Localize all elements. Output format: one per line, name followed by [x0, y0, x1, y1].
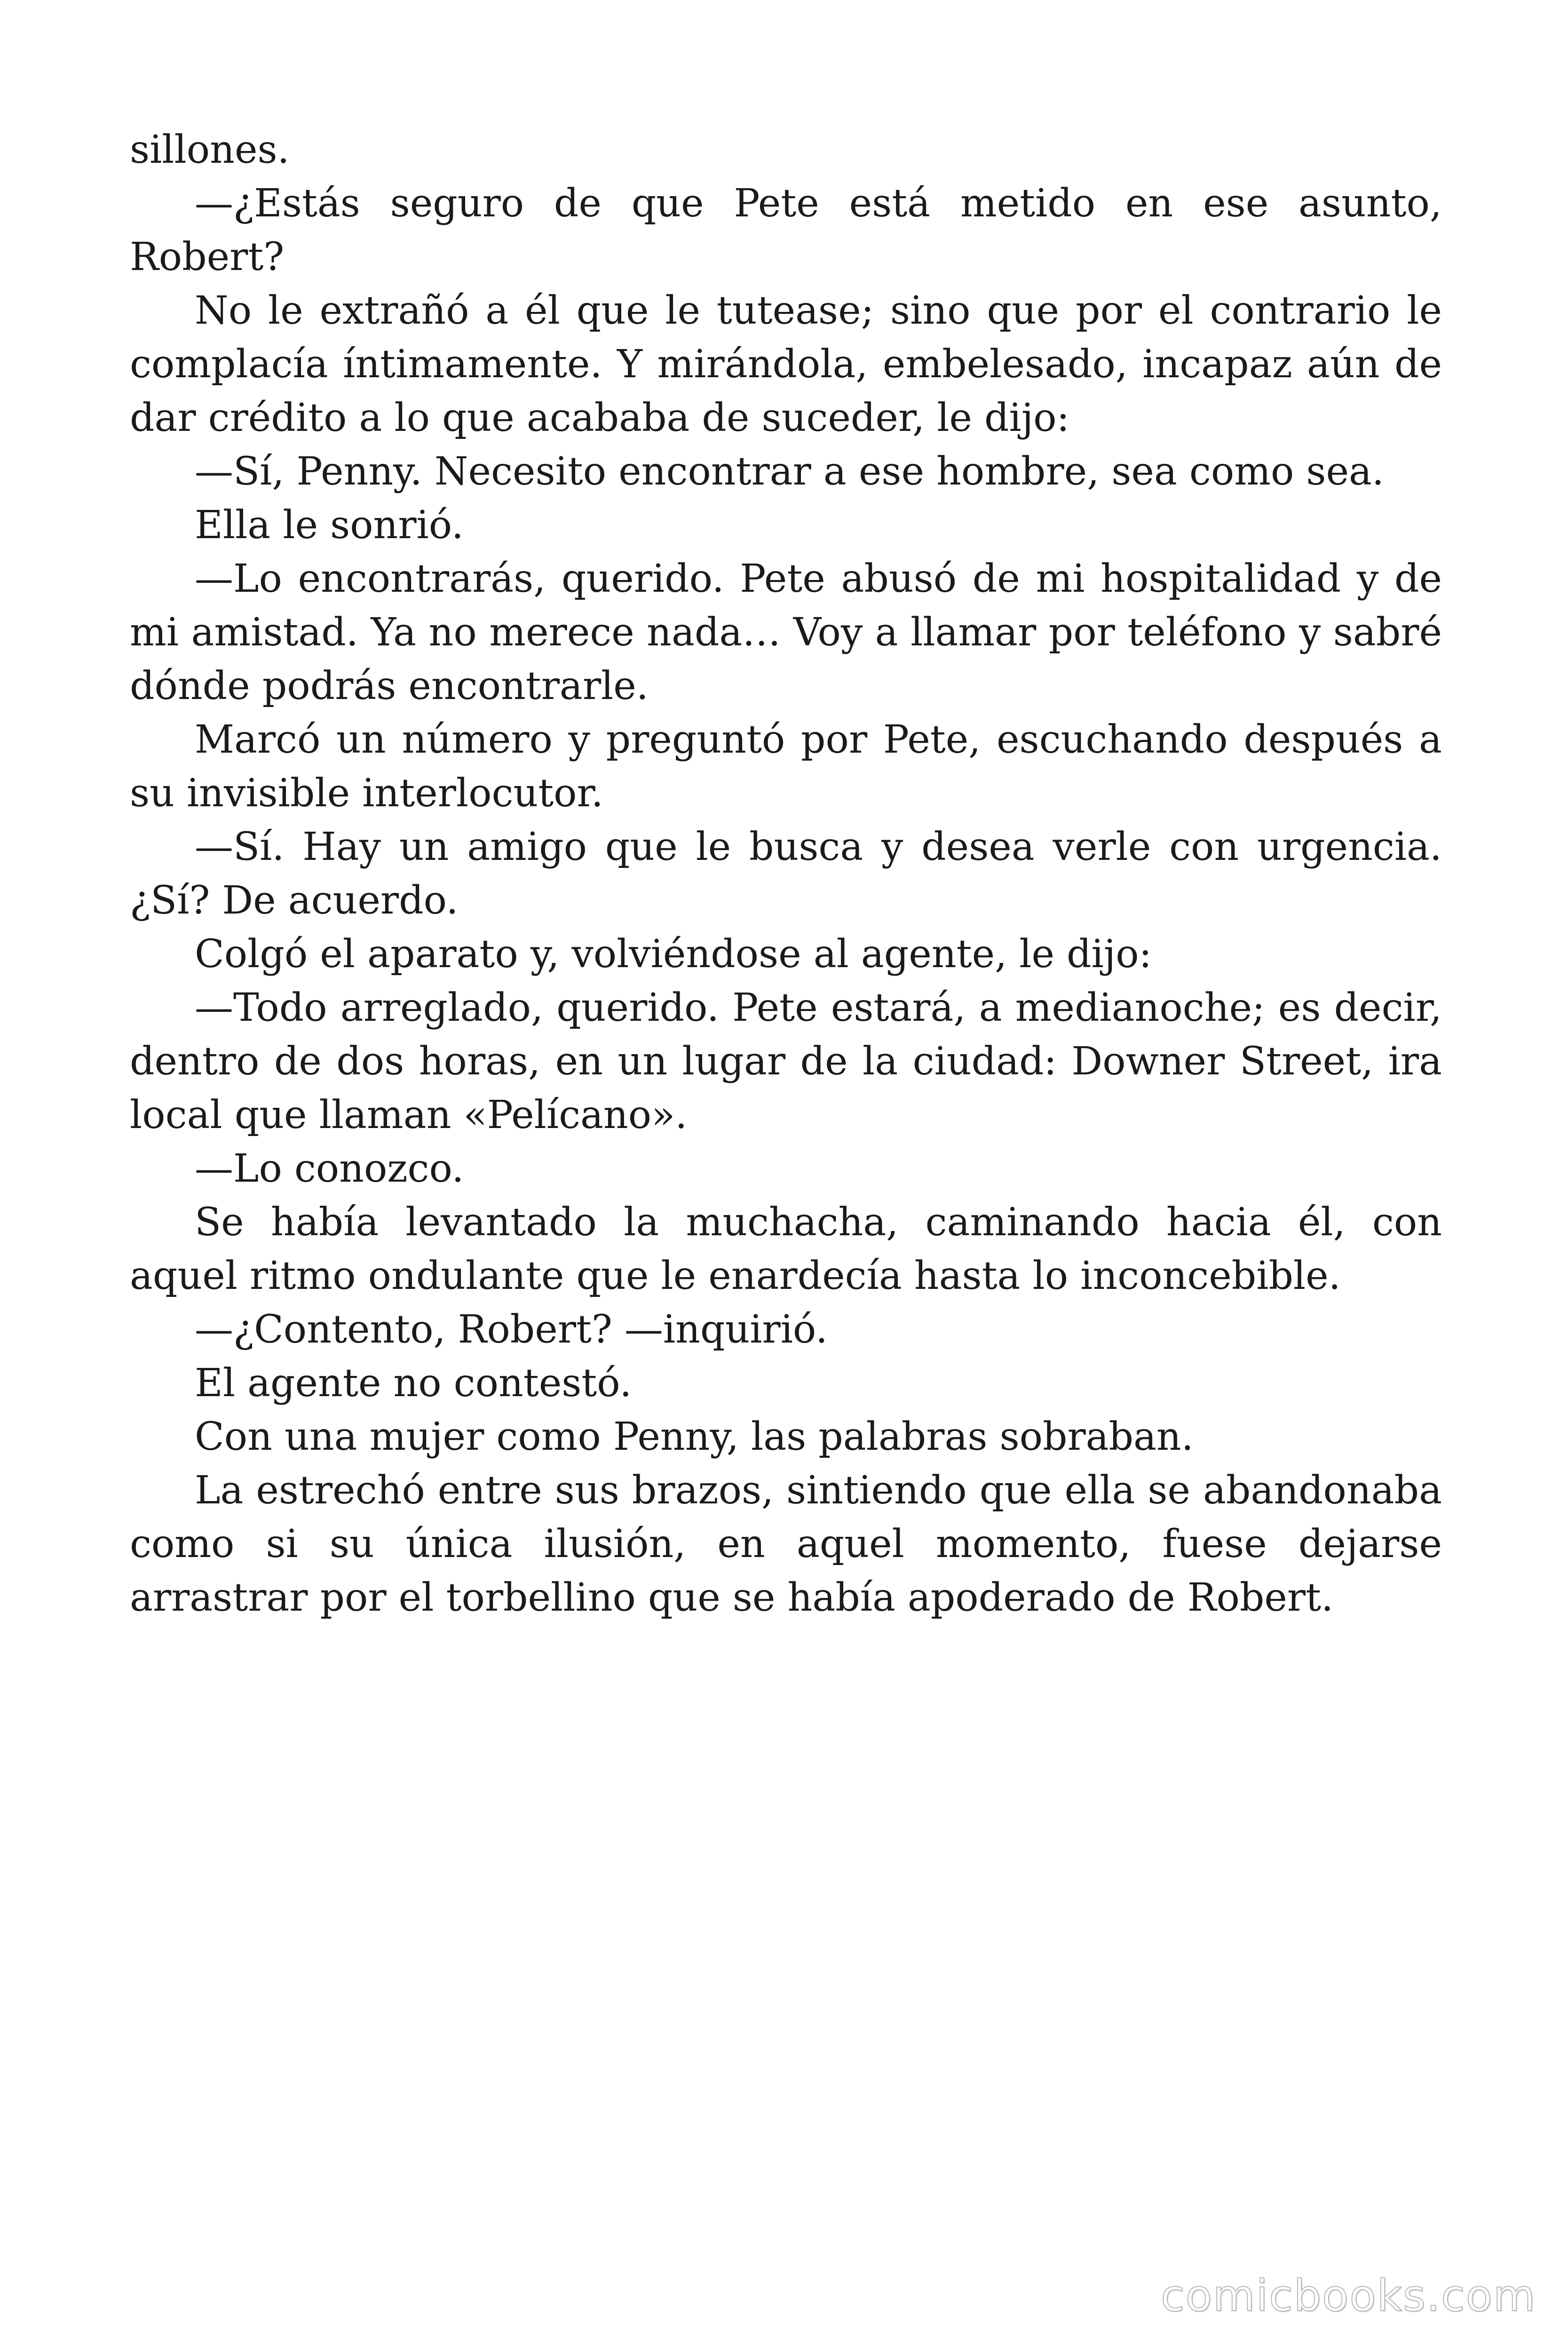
- paragraph-11: —Lo conozco.: [195, 1146, 464, 1191]
- paragraph-7: Marcó un número y preguntó por Pete, escuchando después a su invisible interlocutor.: [130, 717, 1442, 816]
- paragraph-2: —¿Estás seguro de que Pete está metido en ese asunto, Robert?: [130, 181, 1442, 279]
- paragraph-6: —Lo encontrarás, querido. Pete abusó de mi hospitalidad y de mi amistad. Ya no merece nada… Voy a llamar por teléfono y sabré dónde podrás encontrarle.: [130, 556, 1442, 708]
- paragraph-15: Con una mujer como Penny, las palabras sobraban.: [195, 1414, 1194, 1459]
- watermark: comicbooks.com: [1161, 2271, 1536, 2321]
- paragraph-4: —Sí, Penny. Necesito encontrar a ese hombre, sea como sea.: [195, 449, 1384, 494]
- paragraph-16: La estrechó entre sus brazos, sintiendo que ella se abandonaba como si su única ilusión, en aquel momento, fuese dejarse arrastrar por el torbellino que se había apoderado de Robert.: [130, 1468, 1442, 1620]
- paragraph-12: Se había levantado la muchacha, caminando hacia él, con aquel ritmo ondulante que le enardecía hasta lo inconcebible.: [130, 1200, 1442, 1298]
- page-body-text: [130, 123, 1442, 1625]
- paragraph-13: —¿Contento, Robert? —inquirió.: [195, 1307, 828, 1352]
- paragraph-3: No le extrañó a él que le tutease; sino que por el contrario le complacía íntimamente. Y mirándola, embelesado, incapaz aún de dar crédito a lo que acababa de suceder, le dijo:: [130, 288, 1442, 440]
- paragraph-9: Colgó el aparato y, volviéndose al agente, le dijo:: [195, 932, 1152, 977]
- paragraph-1: sillones.: [130, 127, 290, 172]
- paragraph-14: El agente no contestó.: [195, 1361, 632, 1406]
- paragraph-10: —Todo arreglado, querido. Pete estará, a medianoche; es decir, dentro de dos horas, en un lugar de la ciudad: Downer Street, ira local que llaman «Pelícano».: [130, 985, 1442, 1137]
- paragraph-8: —Sí. Hay un amigo que le busca y desea verle con urgencia. ¿Sí? De acuerdo.: [130, 825, 1442, 923]
- paragraph-5: Ella le sonrió.: [195, 503, 464, 548]
